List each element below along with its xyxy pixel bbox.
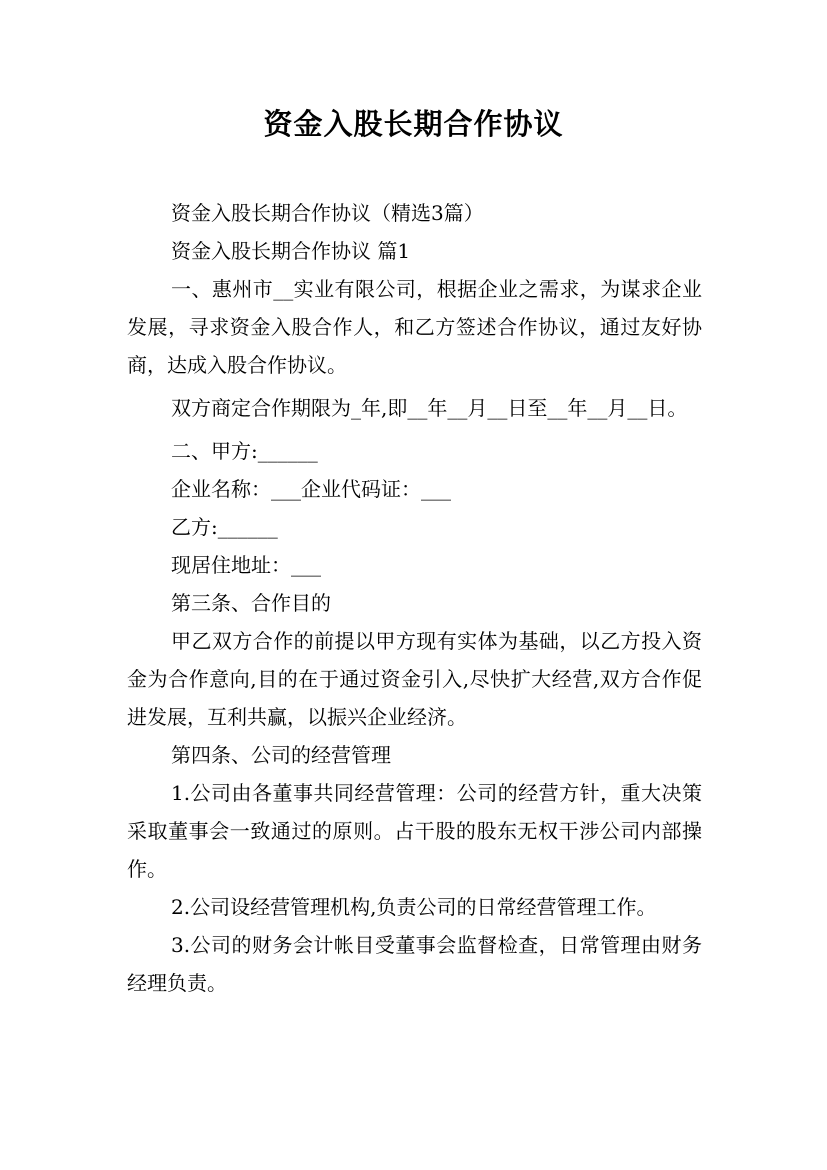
paragraph-address: 现居住地址：___ xyxy=(171,553,321,577)
section-three-heading: 第三条、合作目的 xyxy=(171,591,331,615)
paragraph-part-title: 资金入股长期合作协议 篇1 xyxy=(171,239,411,263)
document-body xyxy=(127,194,702,1002)
section-four-heading: 第四条、公司的经营管理 xyxy=(171,743,391,767)
paragraph-management-3: 3.公司的财务会计帐目受董事会监督检查，日常管理由财务经理负责。 xyxy=(127,933,702,995)
paragraph-party-b: 乙方:______ xyxy=(171,515,278,539)
paragraph-purpose: 甲乙双方合作的前提以甲方现有实体为基础，以乙方投入资金为合作意向,目的在于通过资金引入,尽快扩大经营,双方合作促进发展，互利共赢，以振兴企业经济。 xyxy=(127,629,702,729)
paragraph-heading: 资金入股长期合作协议（精选3篇） xyxy=(171,201,484,225)
paragraph-party-a: 二、甲方:______ xyxy=(171,439,318,463)
paragraph-management-1: 1.公司由各董事共同经营管理：公司的经营方针，重大决策采取董事会一致通过的原则。占干股的股东无权干涉公司内部操作。 xyxy=(127,781,702,881)
paragraph-intro: 一、惠州市__实业有限公司，根据企业之需求，为谋求企业发展，寻求资金入股合作人，和乙方签述合作协议，通过友好协商，达成入股合作协议。 xyxy=(127,277,702,377)
paragraph-management-2: 2.公司设经营管理机构,负责公司的日常经营管理工作。 xyxy=(171,895,657,919)
paragraph-term: 双方商定合作期限为_年,即__年__月__日至__年__月__日。 xyxy=(171,396,688,420)
document-title: 资金入股长期合作协议 xyxy=(263,107,564,141)
paragraph-company-name: 企业名称：___企业代码证：___ xyxy=(171,477,451,501)
